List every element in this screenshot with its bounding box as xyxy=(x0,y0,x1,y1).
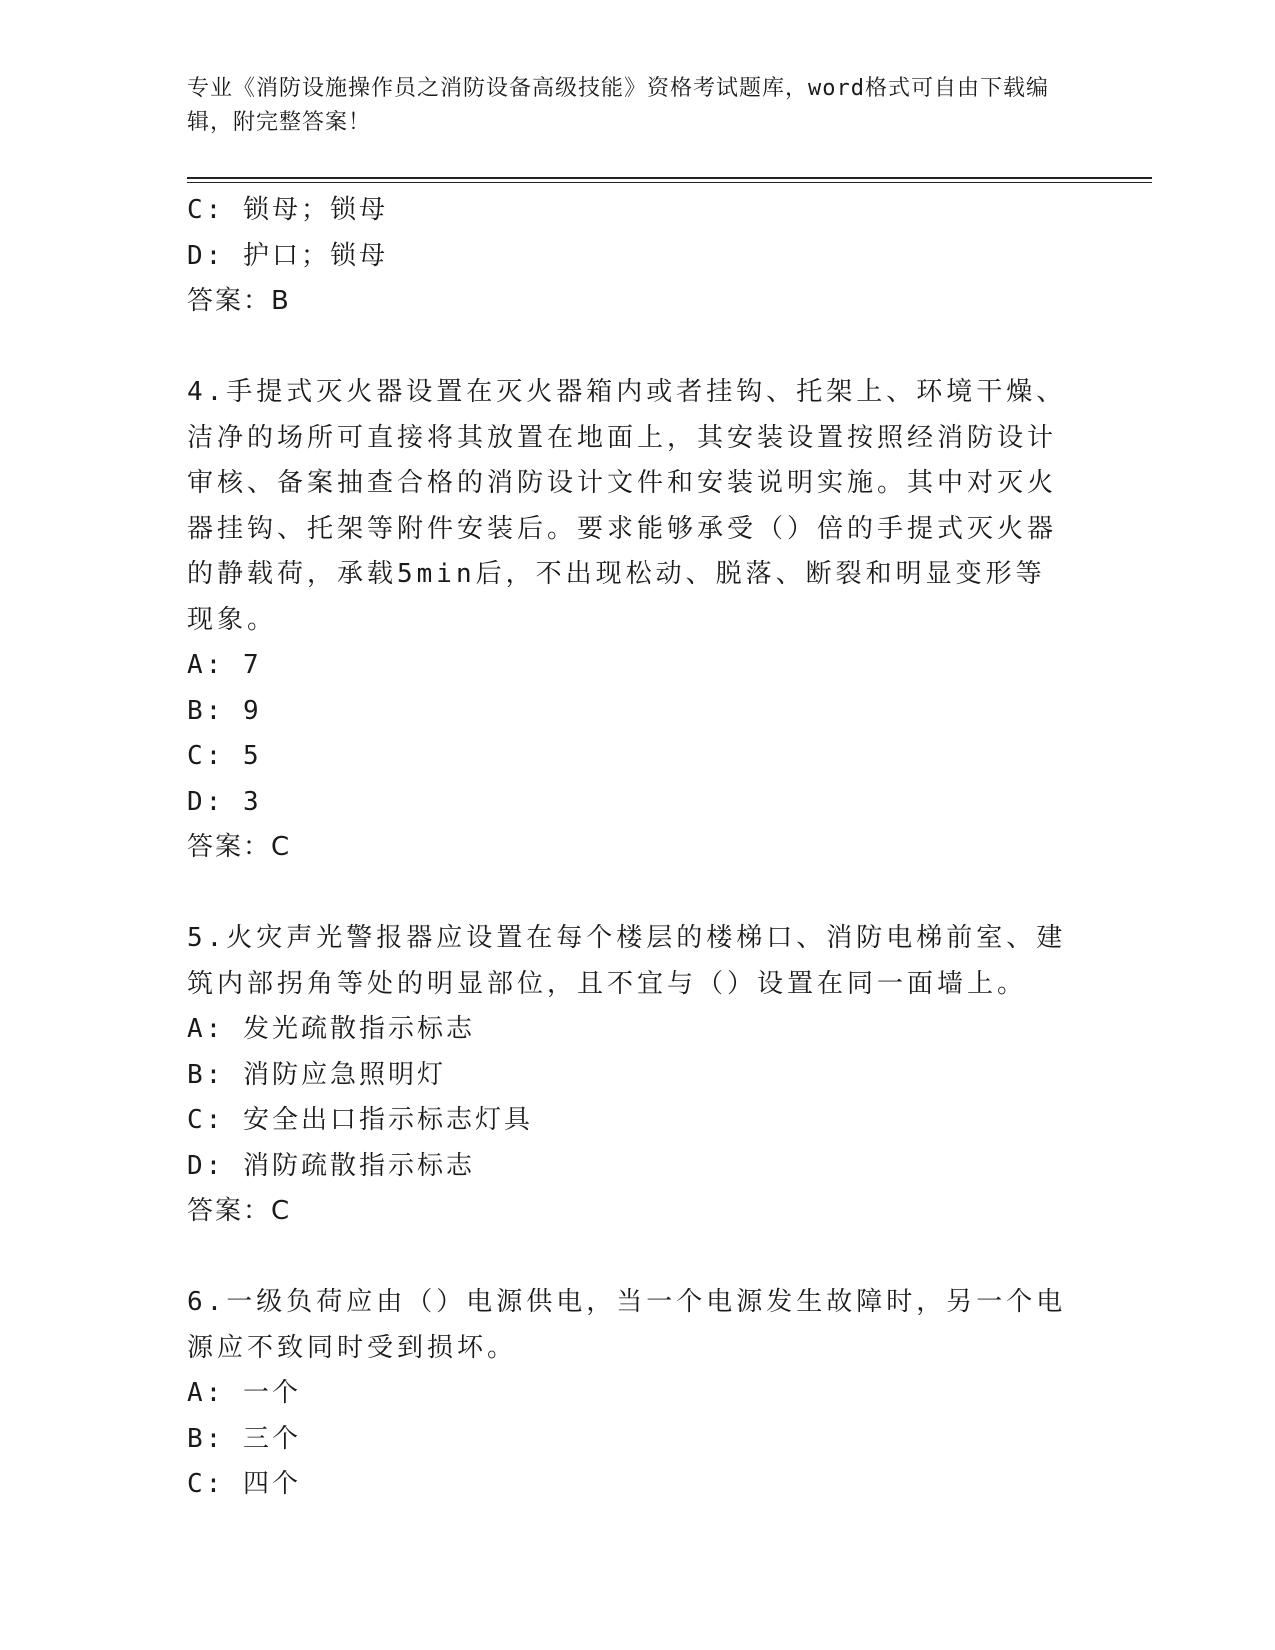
option-line: A: 7 xyxy=(187,650,262,680)
option-line: D: 护口；锁母 xyxy=(187,240,388,271)
option-line: B: 9 xyxy=(187,695,262,726)
option-line: C: 5 xyxy=(187,741,262,771)
spacer xyxy=(187,1235,1067,1281)
answer-line: 答案：C xyxy=(187,1196,292,1226)
document-header: 专业《消防设施操作员之消防设备高级技能》资格考试题库，word格式可自由下载编辑，附完整答案！ xyxy=(187,76,1049,135)
option-line: A: 发光疏散指示标志 xyxy=(187,1014,475,1044)
option-line: B: 三个 xyxy=(187,1423,301,1454)
option-line: C: 四个 xyxy=(187,1469,301,1499)
header-rule-thick xyxy=(187,177,1152,179)
spacer xyxy=(187,871,1067,917)
option-line: D: 3 xyxy=(187,786,262,817)
header-rule-thin xyxy=(187,182,1152,183)
question-stem: 6.一级负荷应由（）电源供电，当一个电源发生故障时，另一个电源应不致同时受到损坏。 xyxy=(187,1287,1067,1363)
spacer xyxy=(187,325,1067,371)
option-line: B: 消防应急照明灯 xyxy=(187,1059,446,1090)
question-content xyxy=(187,188,1067,1508)
option-line: C: 安全出口指示标志灯具 xyxy=(187,1105,533,1135)
option-line: C: 锁母；锁母 xyxy=(187,195,388,225)
question-stem: 5.火灾声光警报器应设置在每个楼层的楼梯口、消防电梯前室、建筑内部拐角等处的明显部位，且不宜与（）设置在同一面墙上。 xyxy=(187,923,1067,999)
answer-line: 答案：B xyxy=(187,286,291,316)
option-line: A: 一个 xyxy=(187,1378,301,1408)
option-line: D: 消防疏散指示标志 xyxy=(187,1150,475,1181)
answer-line: 答案：C xyxy=(187,832,292,862)
question-stem: 4.手提式灭火器设置在灭火器箱内或者挂钩、托架上、环境干燥、洁净的场所可直接将其放置在地面上，其安装设置按照经消防设计审核、备案抽查合格的消防设计文件和安装说明实施。其中对灭火器挂钩、托架等附件安装后。要求能够承受（）倍的手提式灭火器的静载荷，承载5min后，不出现松动、脱落、断裂和明显变形等现象。 xyxy=(187,377,1067,635)
